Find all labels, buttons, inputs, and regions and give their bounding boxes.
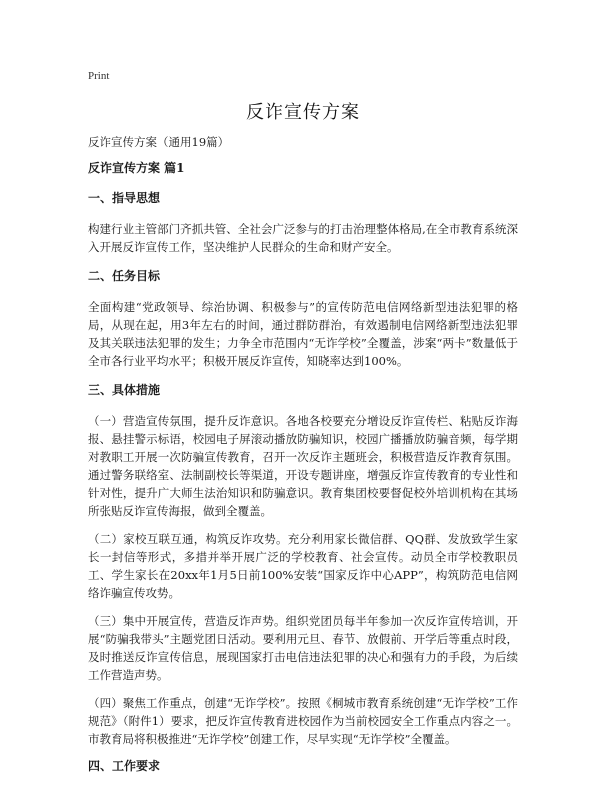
heading-task-goals: 二、任务目标 xyxy=(88,269,161,283)
print-link[interactable]: Print xyxy=(88,70,110,82)
paragraph-guiding-ideology: 构建行业主管部门齐抓共管、全社会广泛参与的打击治理整体格局,在全市教育系统深入开展反诈宣传工作，坚决维护人民群众的生命和财产安全。 xyxy=(88,222,518,254)
document-body xyxy=(88,160,518,788)
paragraph-measure-3: （三）集中开展宣传，营造反诈声势。组织党团员每半年参加一次反诈宣传培训，开展“防骗我带头”主题党团日活动。要利用元旦、春节、放假前、开学后等重点时段，及时推送反诈宣传信息，展现国家打击电信违法犯罪的决心和强有力的手段，为后续工作营造声势。 xyxy=(88,614,518,682)
heading-specific-measures: 三、具体措施 xyxy=(88,383,161,397)
paragraph-measure-4: （四）聚焦工作重点，创建“无诈学校”。按照《桐城市教育系统创建“无诈学校”工作规范》（附件1）要求，把反诈宣传教育进校园作为当前校园安全工作重点内容之一。市教育局将积极推进“无诈学校”创建工作，尽早实现“无诈学校”全覆盖。 xyxy=(88,696,518,746)
section-title: 反诈宣传方案 篇1 xyxy=(88,161,185,175)
page-title: 反诈宣传方案 xyxy=(246,102,360,123)
heading-guiding-ideology: 一、指导思想 xyxy=(88,191,161,205)
paragraph-task-goals: 全面构建“党政领导、综治协调、积极参与”的宣传防范电信网络新型违法犯罪的格局，从现在起，用3年左右的时间，通过群防群治，有效遏制电信网络新型违法犯罪及其关联违法犯罪的发生；力争全市范围内“无诈学校”全覆盖，涉案“两卡”数量低于全市各行业平均水平；积极开展反诈宣传，知晓率达到100%。 xyxy=(88,300,518,368)
document-subtitle: 反诈宣传方案（通用19篇） xyxy=(88,135,230,149)
heading-work-requirements: 四、工作要求 xyxy=(88,759,161,773)
paragraph-measure-2: （二）家校互联互通，构筑反诈攻势。充分利用家长微信群、QQ群、发放致学生家长一封信等形式，多措并举开展广泛的学校教育、社会宣传。动员全市学校教职员工、学生家长在20xx年1月5日前100%安装“国家反诈中心APP”，构筑防范电信网络诈骗宣传攻势。 xyxy=(88,532,518,600)
paragraph-measure-1: （一）营造宣传氛围，提升反诈意识。各地各校要充分增设反诈宣传栏、粘贴反诈海报、悬挂警示标语，校园电子屏滚动播放防骗知识，校园广播播放防骗音频，每学期对教职工开展一次防骗宣传教育，召开一次反诈主题班会，积极营造反诈教育氛围。通过警务联络室、法制副校长等渠道，开设专题讲座，增强反诈宣传教育的专业性和针对性，提升广大师生法治知识和防骗意识。教育集团校要督促校外培训机构在其场所张贴反诈宣传海报，做到全覆盖。 xyxy=(88,414,518,518)
